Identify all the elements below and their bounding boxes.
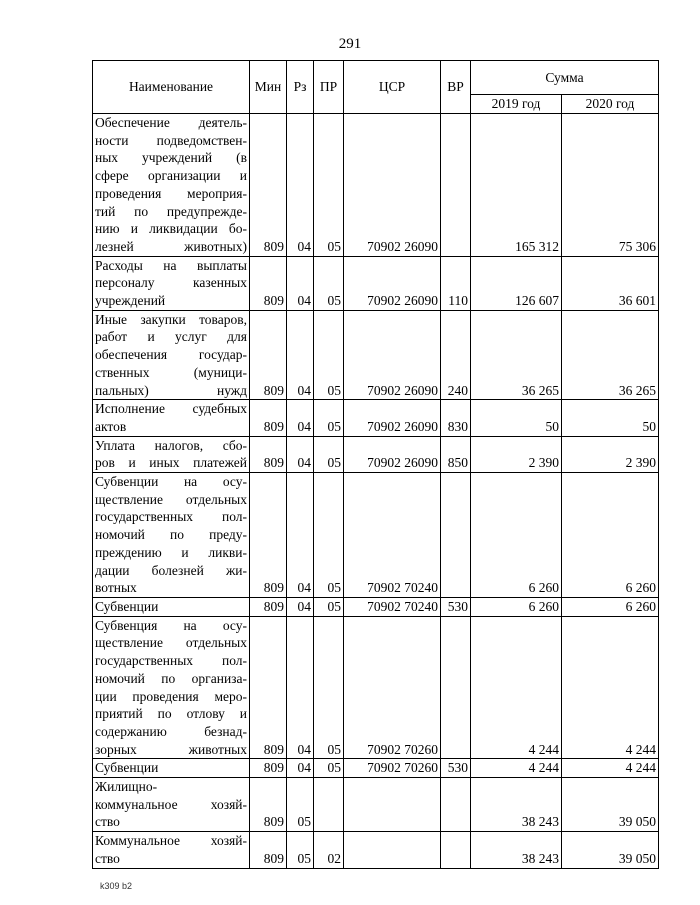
- row-name-line: нию и ликвидации бо-: [95, 221, 247, 237]
- cell-rz: 04: [287, 473, 314, 598]
- cell-csr: 70902 70260: [344, 616, 441, 759]
- header-min: Мин: [250, 61, 287, 114]
- cell-y2019: 4 244: [471, 616, 562, 759]
- cell-rz: 04: [287, 256, 314, 310]
- cell-vr: 110: [441, 256, 471, 310]
- row-name-line: Коммунальное хозяй-: [95, 833, 247, 849]
- row-name: [93, 114, 250, 257]
- cell-min: 809: [250, 436, 287, 472]
- row-name-line: ности подведомствен-: [95, 132, 247, 148]
- row-name-line: Субвенции на осу-: [95, 474, 247, 490]
- cell-csr: 70902 70240: [344, 597, 441, 616]
- row-name-line: преждению и ликви-: [95, 544, 247, 560]
- row-name-line: номочий по преду-: [95, 527, 247, 543]
- row-name-line: приятий по отлову и: [95, 706, 247, 722]
- cell-vr: 850: [441, 436, 471, 472]
- cell-min: 809: [250, 597, 287, 616]
- row-name-line: вотных: [95, 580, 137, 596]
- row-name-line: ство: [95, 814, 120, 830]
- cell-y2019: 6 260: [471, 597, 562, 616]
- cell-y2020: 39 050: [562, 832, 659, 868]
- cell-y2020: 4 244: [562, 759, 659, 778]
- row-name-line: тий по предупрежде-: [95, 203, 247, 219]
- row-name-line: пальных) нужд: [95, 382, 247, 398]
- header-vr: ВР: [441, 61, 471, 114]
- cell-y2019: 165 312: [471, 114, 562, 257]
- cell-y2019: 38 243: [471, 832, 562, 868]
- row-name-line: Исполнение судебных: [95, 401, 247, 417]
- cell-pr: 05: [314, 114, 344, 257]
- row-name: [93, 400, 250, 436]
- cell-y2019: 6 260: [471, 473, 562, 598]
- row-name-line: зорных животных: [95, 741, 247, 757]
- cell-y2020: 50: [562, 400, 659, 436]
- row-name-line: Уплата налогов, сбо-: [95, 437, 247, 453]
- budget-table: [92, 60, 659, 869]
- cell-y2019: 50: [471, 400, 562, 436]
- cell-y2019: 36 265: [471, 310, 562, 400]
- cell-rz: 04: [287, 114, 314, 257]
- page-number: 291: [338, 36, 362, 52]
- row-name-line: Субвенции: [95, 760, 159, 776]
- cell-pr: 05: [314, 473, 344, 598]
- cell-pr: 05: [314, 310, 344, 400]
- cell-rz: 05: [287, 832, 314, 868]
- row-name-line: актов: [95, 418, 127, 434]
- cell-pr: 05: [314, 759, 344, 778]
- cell-csr: [344, 832, 441, 868]
- row-name-line: ров и иных платежей: [95, 455, 247, 471]
- row-name-line: ществление отдельных: [95, 491, 247, 507]
- cell-y2020: 4 244: [562, 616, 659, 759]
- cell-csr: 70902 70260: [344, 759, 441, 778]
- cell-min: 809: [250, 473, 287, 598]
- footer-code: k309 b2: [100, 881, 133, 891]
- row-name-line: обеспечения государ-: [95, 347, 247, 363]
- cell-min: 809: [250, 778, 287, 832]
- header-year-2019: 2019 год: [471, 95, 562, 114]
- cell-csr: [344, 778, 441, 832]
- row-name-line: Жилищно-: [95, 779, 158, 795]
- cell-vr: 240: [441, 310, 471, 400]
- row-name: [93, 616, 250, 759]
- row-name-line: содержанию безнад-: [95, 723, 247, 739]
- row-name-line: государственных пол-: [95, 509, 247, 525]
- row-name-line: коммунальное хозяй-: [95, 796, 247, 812]
- cell-y2020: 75 306: [562, 114, 659, 257]
- cell-vr: 530: [441, 759, 471, 778]
- cell-pr: 05: [314, 616, 344, 759]
- cell-csr: 70902 26090: [344, 310, 441, 400]
- row-name: [93, 832, 250, 868]
- cell-pr: 05: [314, 256, 344, 310]
- row-name-line: Обеспечение деятель-: [95, 115, 247, 130]
- cell-y2019: 4 244: [471, 759, 562, 778]
- row-name: [93, 778, 250, 832]
- cell-csr: 70902 26090: [344, 114, 441, 257]
- row-name: [93, 473, 250, 598]
- header-csr: ЦСР: [344, 61, 441, 114]
- table-row: [93, 114, 659, 257]
- table-row: [93, 597, 659, 616]
- cell-csr: 70902 26090: [344, 436, 441, 472]
- cell-rz: 04: [287, 436, 314, 472]
- row-name-line: лезней животных): [95, 238, 247, 254]
- header-year-2020: 2020 год: [562, 95, 659, 114]
- cell-min: 809: [250, 832, 287, 868]
- row-name-line: ществление отдельных: [95, 635, 247, 651]
- cell-y2019: 126 607: [471, 256, 562, 310]
- cell-min: 809: [250, 616, 287, 759]
- row-name-line: Субвенция на осу-: [95, 617, 247, 633]
- cell-min: 809: [250, 759, 287, 778]
- row-name: [93, 759, 250, 778]
- table-row: [93, 473, 659, 598]
- header-rz: Рз: [287, 61, 314, 114]
- cell-rz: 04: [287, 616, 314, 759]
- cell-vr: [441, 114, 471, 257]
- row-name-line: Иные закупки товаров,: [95, 311, 247, 327]
- table-row: [93, 256, 659, 310]
- table-row: [93, 616, 659, 759]
- row-name-line: работ и услуг для: [95, 329, 247, 345]
- header-name: Наименование: [93, 61, 250, 114]
- cell-vr: [441, 832, 471, 868]
- cell-rz: 04: [287, 597, 314, 616]
- table-row: [93, 436, 659, 472]
- row-name-line: персоналу казенных: [95, 275, 247, 291]
- cell-min: 809: [250, 400, 287, 436]
- cell-vr: [441, 616, 471, 759]
- cell-vr: 530: [441, 597, 471, 616]
- cell-csr: 70902 26090: [344, 400, 441, 436]
- row-name-line: учреждений: [95, 293, 166, 309]
- row-name-line: ственных (муници-: [95, 364, 247, 380]
- header-pr: ПР: [314, 61, 344, 114]
- row-name-line: дации болезней жи-: [95, 562, 247, 578]
- cell-vr: 830: [441, 400, 471, 436]
- row-name-line: проведения мероприя-: [95, 185, 247, 201]
- row-name-line: номочий по организа-: [95, 670, 247, 686]
- cell-y2019: 38 243: [471, 778, 562, 832]
- row-name: [93, 310, 250, 400]
- cell-y2020: 2 390: [562, 436, 659, 472]
- cell-y2020: 6 260: [562, 597, 659, 616]
- row-name-line: Субвенции: [95, 598, 159, 614]
- row-name-line: сфере организации и: [95, 168, 247, 184]
- cell-vr: [441, 778, 471, 832]
- row-name-line: государственных пол-: [95, 653, 247, 669]
- cell-vr: [441, 473, 471, 598]
- cell-rz: 05: [287, 778, 314, 832]
- cell-pr: 05: [314, 597, 344, 616]
- cell-pr: 05: [314, 400, 344, 436]
- cell-min: 809: [250, 256, 287, 310]
- table-row: [93, 778, 659, 832]
- cell-y2019: 2 390: [471, 436, 562, 472]
- cell-pr: [314, 778, 344, 832]
- cell-y2020: 36 601: [562, 256, 659, 310]
- table-row: [93, 310, 659, 400]
- row-name-line: ных учреждений (в: [95, 150, 247, 166]
- cell-rz: 04: [287, 310, 314, 400]
- cell-rz: 04: [287, 400, 314, 436]
- table-row: [93, 400, 659, 436]
- cell-csr: 70902 70240: [344, 473, 441, 598]
- row-name-line: ции проведения меро-: [95, 688, 247, 704]
- cell-y2020: 39 050: [562, 778, 659, 832]
- row-name: [93, 436, 250, 472]
- row-name-line: Расходы на выплаты: [95, 257, 247, 273]
- table-row: [93, 759, 659, 778]
- row-name-line: ство: [95, 850, 120, 866]
- cell-pr: 05: [314, 436, 344, 472]
- cell-csr: 70902 26090: [344, 256, 441, 310]
- cell-y2020: 36 265: [562, 310, 659, 400]
- cell-min: 809: [250, 114, 287, 257]
- table-body: [93, 114, 659, 869]
- cell-rz: 04: [287, 759, 314, 778]
- cell-pr: 02: [314, 832, 344, 868]
- cell-min: 809: [250, 310, 287, 400]
- header-sum: Сумма: [471, 61, 659, 95]
- table-row: [93, 832, 659, 868]
- row-name: [93, 597, 250, 616]
- row-name: [93, 256, 250, 310]
- cell-y2020: 6 260: [562, 473, 659, 598]
